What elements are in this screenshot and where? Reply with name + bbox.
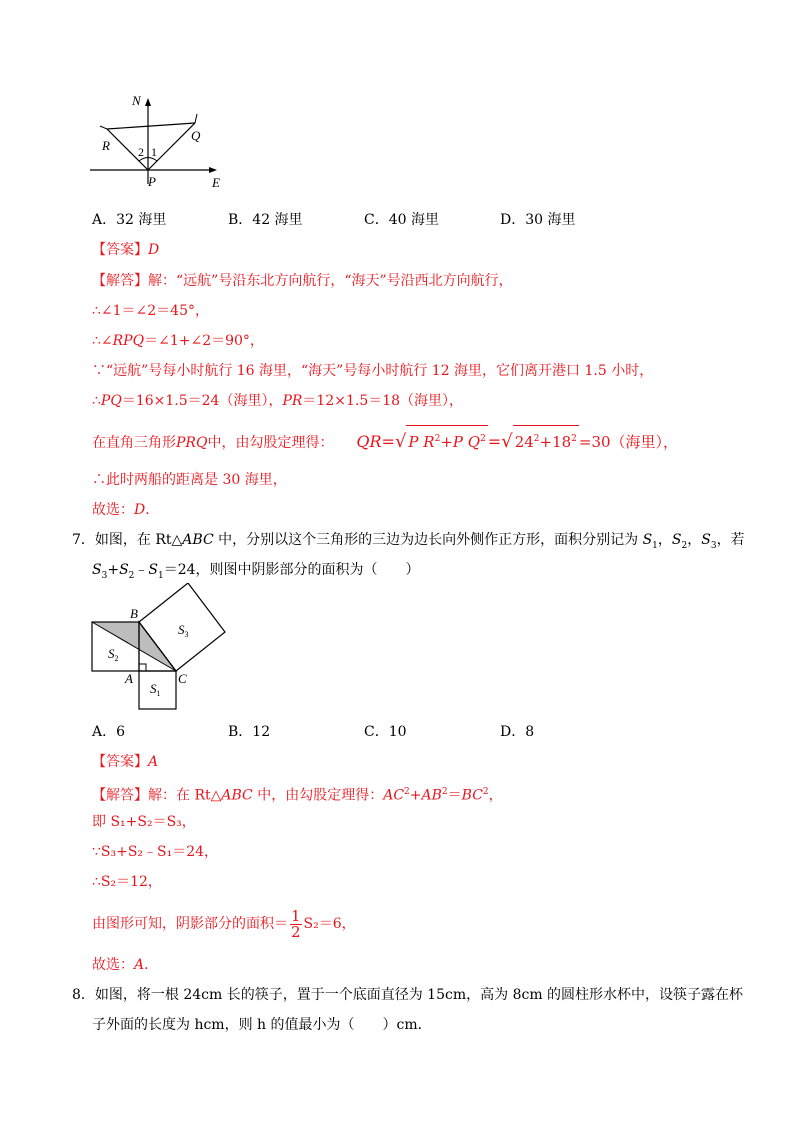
answer-letter: A: [134, 957, 145, 973]
label-S1: $S_1$: [150, 681, 161, 698]
q6-option-c: C．40 海里: [364, 212, 439, 228]
q7-answer: [92, 752, 158, 772]
text: ．: [145, 502, 160, 518]
label-S3: $S_3$: [178, 622, 189, 639]
var-s: S: [148, 562, 158, 578]
text: 在直角三角形: [92, 435, 176, 451]
q8-stem-line-1: 8．如图，将一根 24cm 长的筷子，置于一个底面直径为 15cm，高为 8cm 的圆柱形水杯中，设筷子露在杯: [72, 987, 744, 1003]
denominator: 2: [291, 922, 301, 941]
root-expr-2: $24^2+18^2$: [513, 425, 579, 455]
q7-solution-line-4: ∴S₂＝12，: [92, 874, 162, 890]
solution-text: 解：“远航”号沿东北方向航行，“海天”号沿西北方向航行，: [148, 273, 513, 289]
q6-solution-line-6: [92, 425, 678, 456]
text: ∴∠: [92, 333, 113, 349]
text: 故选：: [92, 502, 134, 518]
label-angle-2: 2: [138, 145, 144, 159]
text: ＝24，则图中阴影部分的面积为（ ）: [163, 562, 420, 578]
text: 7．如图，在 Rt△: [72, 532, 183, 548]
text: ＝∠1+∠2＝90°，: [144, 333, 264, 349]
solution-tag: 【解答】: [92, 273, 148, 289]
text: ，: [657, 532, 672, 548]
text: ＝12×1.5＝18（海里），: [302, 393, 464, 409]
q7-option-c: C．10: [364, 724, 407, 740]
label-S2: $S_2$: [108, 646, 119, 663]
q7-solution-line-5: [92, 907, 356, 941]
label-Q: Q: [191, 128, 201, 143]
text: ，: [488, 787, 503, 804]
answer-value: D: [148, 242, 160, 258]
label-P: P: [148, 174, 156, 189]
sup: 2: [404, 787, 410, 797]
equals: =: [381, 432, 395, 451]
q6-figure: [85, 88, 235, 198]
text: S₂＝6，: [303, 916, 356, 932]
q7-option-d: D．8: [500, 724, 535, 740]
var-pq: PQ: [100, 393, 122, 409]
q7-stem-line-1: [72, 530, 745, 556]
sub: 1: [652, 540, 658, 551]
q6-option-d: D．30 海里: [500, 212, 576, 228]
var-s: S: [671, 532, 682, 548]
q6-solution-line-3: [92, 331, 264, 351]
sub: 2: [128, 570, 135, 581]
q7-stem-line-2: [92, 560, 420, 586]
var-pq: P Q: [452, 433, 481, 451]
label-E: E: [212, 175, 220, 190]
text: +: [107, 562, 120, 578]
var-s: S: [701, 532, 711, 548]
label-R: R: [102, 138, 110, 153]
var-abc: ABC: [182, 532, 214, 548]
radical-icon: √: [501, 431, 513, 452]
q7-option-b: B．12: [228, 724, 271, 740]
label-angle-1: 1: [151, 145, 157, 159]
sub: 1: [157, 570, 164, 581]
text: 故选：: [92, 957, 134, 973]
var-pr: P R: [408, 433, 435, 451]
q6-solution-line-5: [92, 391, 463, 411]
text: 由图形可知，阴影部分的面积＝: [92, 916, 288, 932]
q6-option-b: B．42 海里: [228, 212, 303, 228]
equals: =: [487, 432, 502, 451]
num: 24: [514, 433, 534, 451]
radical-icon: √: [394, 431, 407, 452]
text: 中，由勾股定理得：: [207, 435, 334, 451]
sub: 2: [681, 540, 688, 551]
var-rpq: RPQ: [112, 333, 145, 349]
label-B: B: [130, 606, 138, 621]
label-A: A: [125, 671, 133, 686]
q7-solution-line-2: 即 S₁+S₂＝S₃，: [92, 814, 196, 830]
var-pr: PR: [282, 393, 303, 409]
var-ab: AB: [421, 787, 442, 804]
plus: +: [440, 433, 453, 451]
text: ，: [687, 532, 702, 548]
q7-option-a: A．6: [92, 724, 126, 740]
text: 中，分别以这个三角形的三边为边长向外侧作正方形，面积分别记为: [213, 532, 643, 548]
sup: 2: [482, 787, 489, 797]
q7-solution-line-3: ∵S₃+S₂﹣S₁＝24，: [92, 844, 219, 860]
q6-option-a: A．32 海里: [92, 212, 167, 228]
label-C: C: [178, 671, 187, 686]
text: ＝: [447, 787, 462, 804]
var-prq: PRQ: [176, 435, 208, 451]
q7-solution-line-1: [92, 782, 503, 806]
q6-solution-line-8: [92, 500, 159, 520]
text: 解：在 Rt△: [148, 787, 222, 804]
sup: 2: [441, 787, 448, 797]
q7-figure: [85, 583, 235, 713]
var-qr: QR: [356, 432, 382, 451]
q7-solution-line-6: [92, 955, 158, 975]
var-ac: AC: [383, 787, 405, 804]
text: ＝16×1.5＝24（海里），: [121, 393, 283, 409]
var-bc: BC: [461, 787, 483, 804]
var-s: S: [119, 562, 129, 578]
sub: 3: [710, 540, 717, 551]
text: =30（海里），: [578, 433, 679, 451]
q6-answer: [92, 240, 159, 260]
q6-solution-line-4: ∵“远航”号每小时航行 16 海里，“海天”号每小时航行 12 海里，它们离开港口 1.5 小时，: [92, 363, 654, 379]
numerator: 1: [291, 906, 301, 925]
q6-solution-line-1: [92, 271, 513, 291]
sub: 3: [101, 570, 108, 581]
solution-tag: 【解答】: [92, 787, 148, 804]
fraction-one-half: [290, 906, 302, 941]
num: +18: [539, 433, 572, 451]
text: ﹣: [134, 562, 149, 578]
var-abc: ABC: [221, 787, 253, 804]
q6-solution-line-2: ∴∠1＝∠2＝45°，: [92, 303, 209, 319]
text: ，若: [716, 532, 745, 548]
q8-stem-line-2: 子外面的长度为 hcm，则 h 的值最小为（ ）cm．: [92, 1017, 432, 1033]
text: +: [409, 787, 422, 804]
answer-tag: 【答案】: [92, 242, 148, 258]
answer-value: A: [148, 754, 159, 770]
var-s: S: [92, 562, 102, 578]
root-expr-1: P $R^2+P$ $Q^2$: [406, 425, 487, 455]
text: 中，由勾股定理得：: [252, 787, 384, 804]
text: ∴: [92, 393, 101, 409]
var-s: S: [642, 532, 653, 548]
answer-tag: 【答案】: [92, 754, 148, 770]
label-N: N: [132, 93, 141, 108]
q6-solution-line-7: ∴此时两船的距离是 30 海里，: [92, 472, 287, 488]
answer-letter: D: [134, 502, 146, 518]
text: ．: [144, 957, 159, 973]
